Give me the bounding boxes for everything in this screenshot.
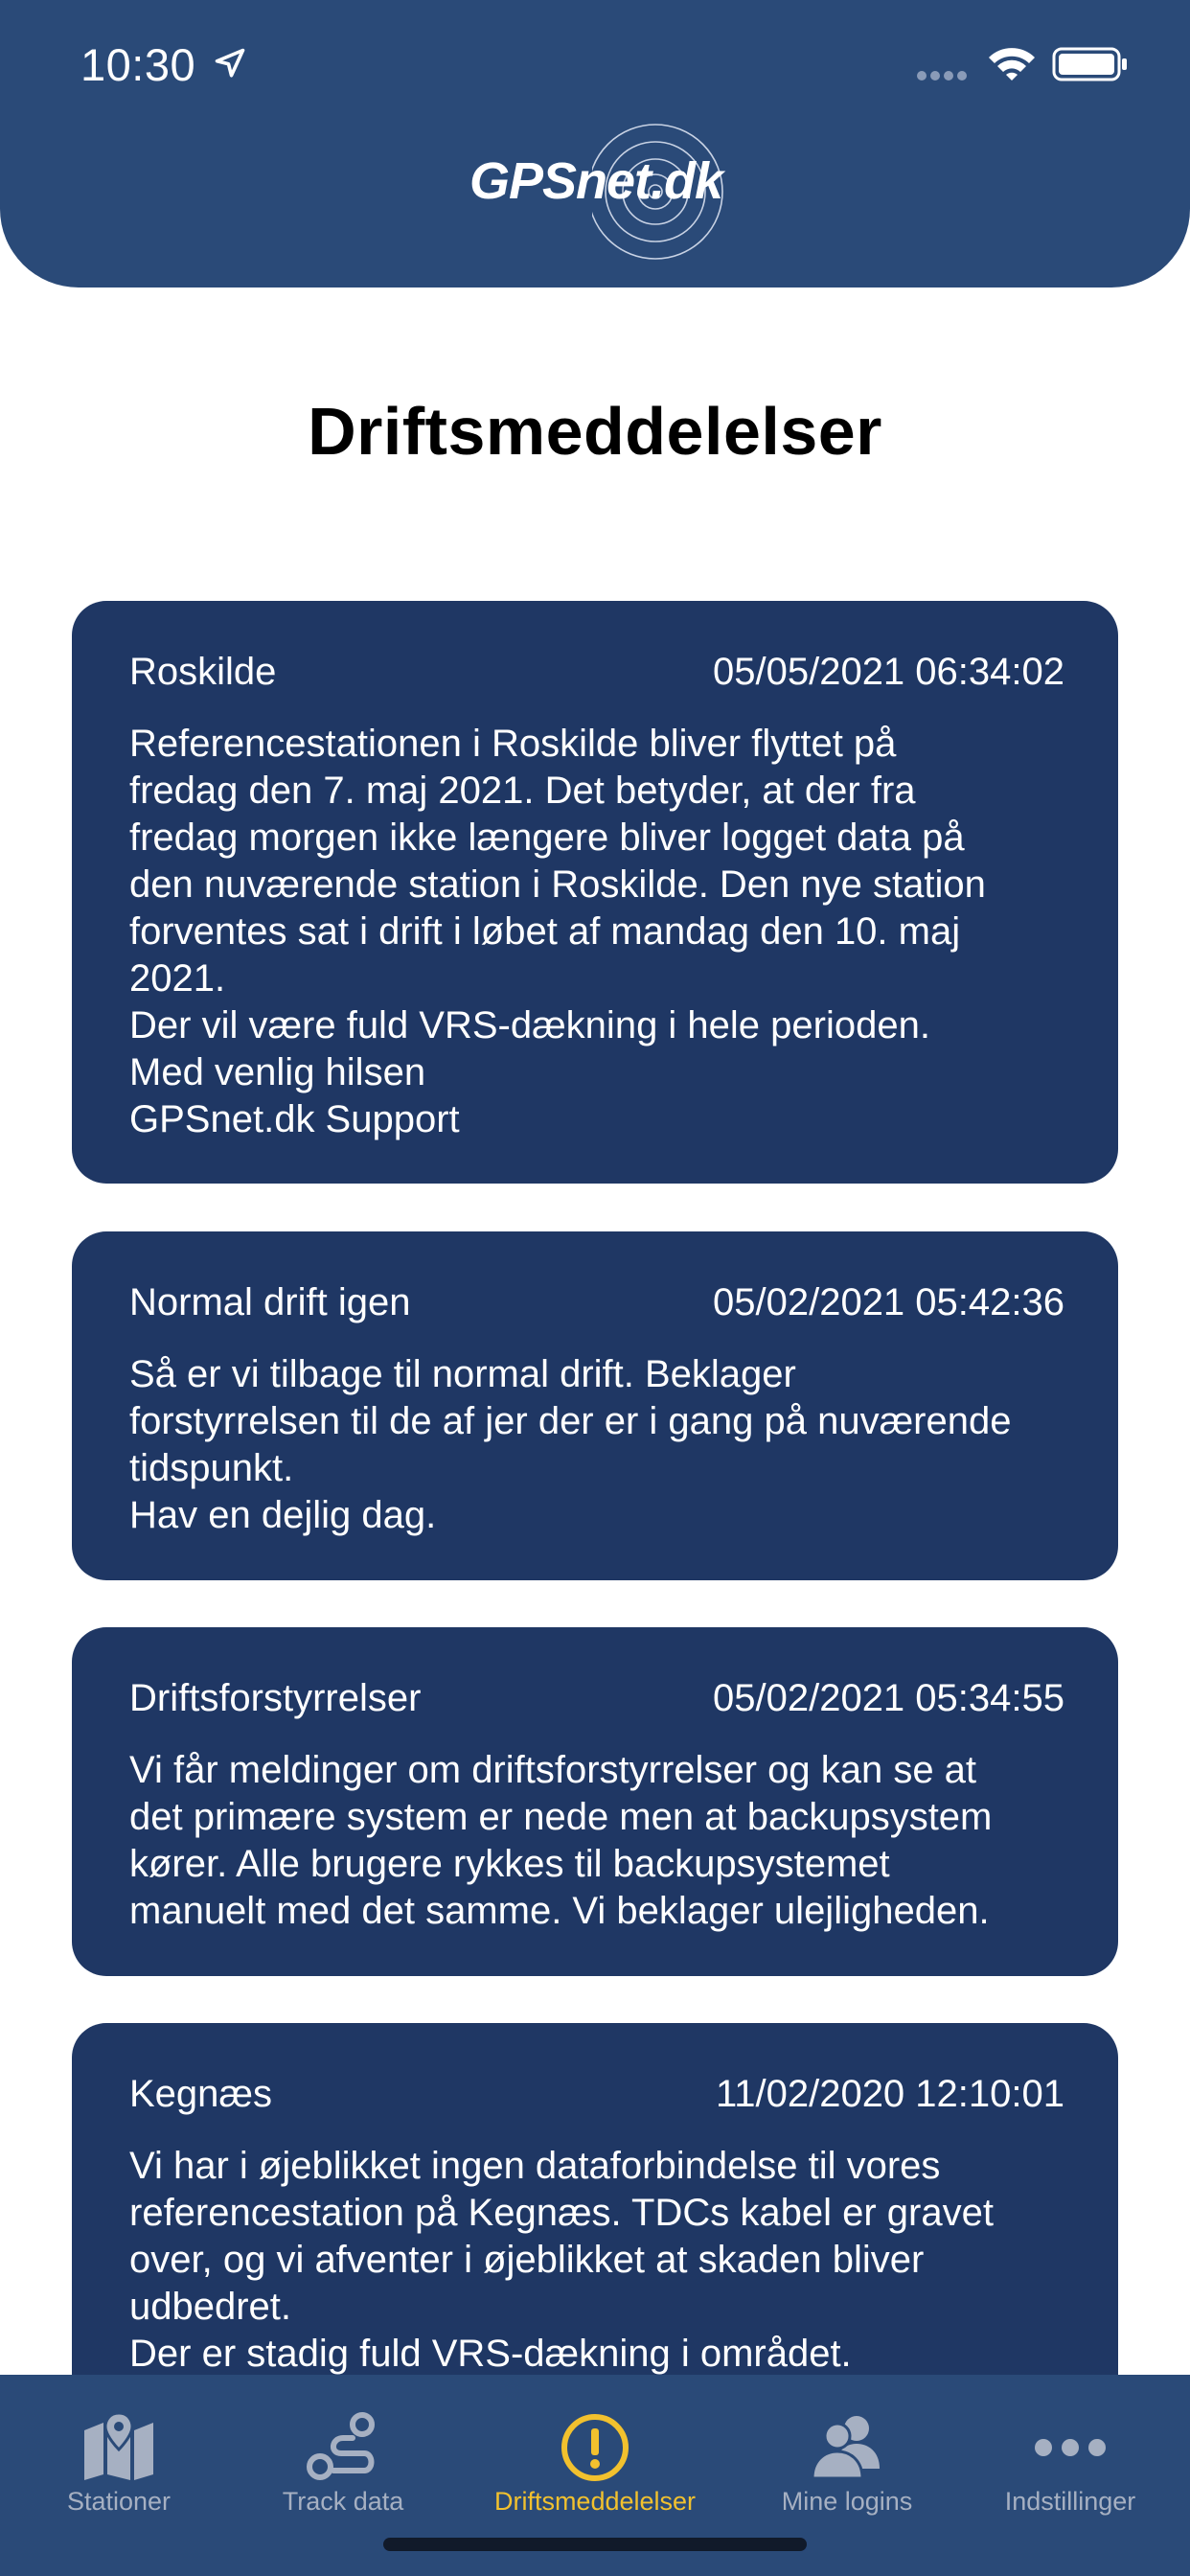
- wifi-icon: [987, 44, 1037, 82]
- tab-stationer[interactable]: [13, 2375, 224, 2576]
- message-date: 05/05/2021 06:34:02: [712, 651, 1064, 693]
- tab-label: Driftsmeddelelser: [493, 2487, 697, 2516]
- battery-icon: [1052, 46, 1129, 82]
- map-icon: [80, 2411, 157, 2480]
- status-time: 10:30: [80, 39, 196, 90]
- app-logo: GPSnet.dk: [469, 152, 723, 210]
- message-title: Kegnæs: [129, 2073, 272, 2115]
- message-title: Driftsforstyrrelser: [129, 1677, 422, 1719]
- tab-indstillinger[interactable]: [964, 2375, 1177, 2576]
- tab-label: Mine logins: [781, 2487, 913, 2516]
- cellular-signal-icon: [916, 69, 970, 82]
- message-card[interactable]: [72, 1231, 1118, 1580]
- tab-label: Stationer: [66, 2487, 172, 2516]
- alert-icon: [559, 2411, 631, 2484]
- users-icon: [807, 2411, 887, 2484]
- more-icon: [1032, 2411, 1109, 2484]
- message-title: Normal drift igen: [129, 1281, 411, 1323]
- message-card[interactable]: [72, 601, 1118, 1184]
- tab-label: Indstillinger: [1004, 2487, 1136, 2516]
- message-title: Roskilde: [129, 651, 277, 693]
- message-card[interactable]: [72, 1627, 1118, 1976]
- app-header: [0, 0, 1190, 288]
- location-arrow-icon: [213, 46, 247, 80]
- message-date: 05/02/2021 05:42:36: [712, 1281, 1064, 1323]
- message-date: 05/02/2021 05:34:55: [712, 1677, 1064, 1719]
- message-body: Vi får meldinger om driftsforstyrrelser og kan se at det primære system er nede men at backupsystem kører. Alle brugere rykkes til backupsystemet manuelt med det samme. Vi beklager ulejligheden.: [129, 1749, 993, 1932]
- route-icon: [305, 2411, 381, 2484]
- message-date: 11/02/2020 12:10:01: [715, 2073, 1064, 2115]
- page-title: Driftsmeddelelser: [308, 394, 882, 469]
- message-body: Så er vi tilbage til normal drift. Beklager forstyrrelsen til de af jer der er i gang på nuværende tidspunkt. Hav en dejlig dag.: [129, 1353, 1012, 1536]
- tab-label: Track data: [282, 2487, 404, 2516]
- message-body: Vi har i øjeblikket ingen dataforbindelse til vores referencestation på Kegnæs. TDCs kabel er gravet over, og vi afventer i øjeblikket at skaden bliver udbedret. Der er stadig fuld VRS-dækning i området.: [129, 2145, 994, 2375]
- message-body: Referencestationen i Roskilde bliver flyttet på fredag den 7. maj 2021. Det betyder, at der fra fredag morgen ikke længere bliver logget data på den nuværende station i Roskilde. Den nye station forventes sat i drift i løbet af mandag den 10. maj 2021. Der vil være fuld VRS-dækning i hele perioden. Med venlig hilsen GPSnet.dk Support: [129, 723, 986, 1140]
- home-indicator: [383, 2538, 807, 2551]
